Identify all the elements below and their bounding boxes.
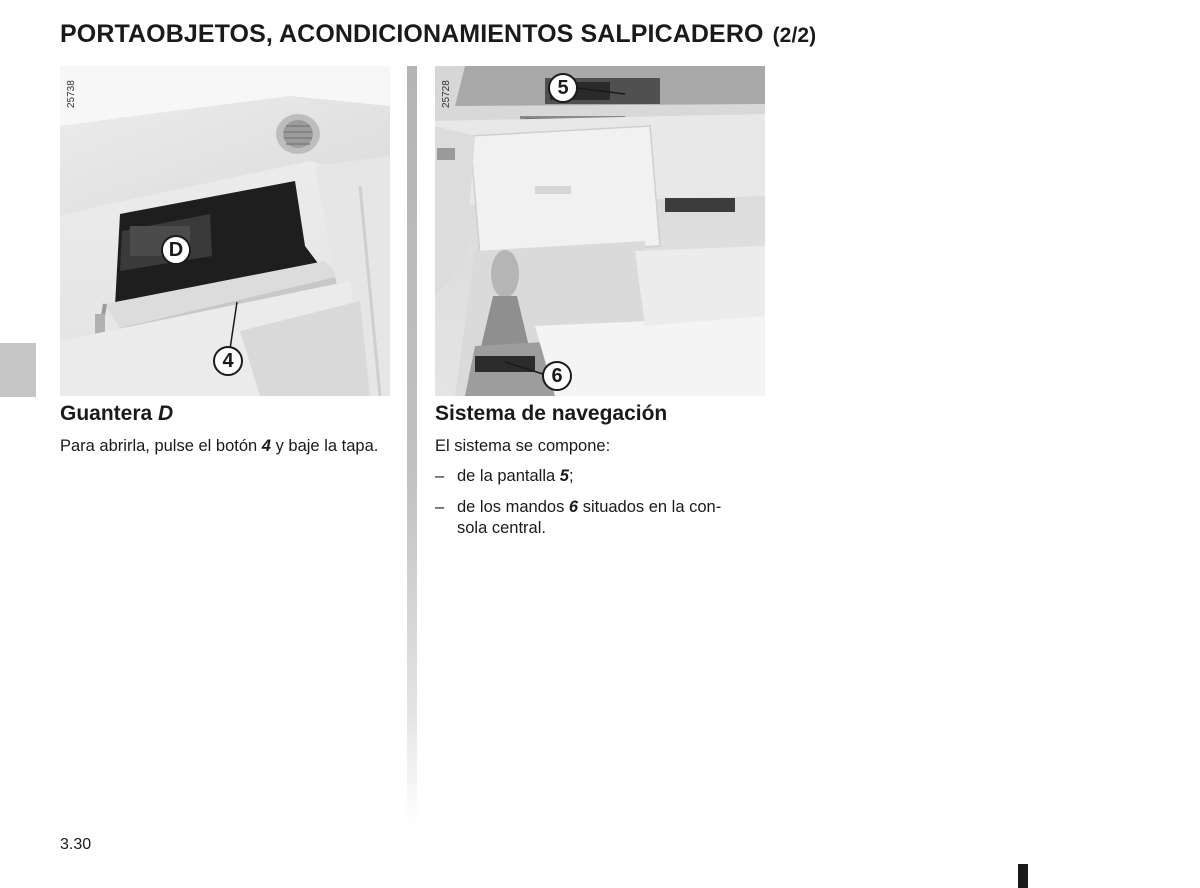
controls-ref: 6: [568, 498, 579, 516]
navigation-photo: [435, 66, 765, 396]
navigation-intro: El sistema se compone:: [435, 437, 611, 455]
glovebox-heading: Guantera D: [60, 402, 174, 425]
navigation-heading: Sistema de navegación: [435, 402, 668, 425]
image-ref-left: 25738: [66, 80, 77, 108]
glovebox-button-ref: 4: [261, 437, 271, 455]
callout-4: 4: [213, 346, 243, 376]
image-ref-right: 25728: [441, 80, 452, 108]
page-title-suffix: (2/2): [772, 24, 817, 47]
page-edge-marker: [1018, 864, 1028, 888]
column-divider: [407, 66, 417, 826]
glovebox-photo: [60, 66, 390, 396]
chapter-tab: [0, 343, 36, 397]
screen-ref: 5: [559, 467, 569, 485]
glovebox-paragraph: Para abrirla, pulse el botón 4 y baje la tapa.: [60, 437, 379, 455]
callout-6: 6: [542, 361, 572, 391]
callout-5: 5: [548, 73, 578, 103]
page-number: 3.30: [60, 836, 92, 853]
glovebox-heading-letter: D: [158, 402, 174, 425]
navigation-list-item: – de la pantalla 5;: [435, 467, 574, 485]
callout-d: D: [161, 235, 191, 265]
navigation-list-item: – de los mandos 6 situados en la con- sola central.: [435, 498, 722, 537]
page-title: PORTAOBJETOS, ACONDICIONAMIENTOS SALPICADERO (2/2): [60, 20, 817, 48]
